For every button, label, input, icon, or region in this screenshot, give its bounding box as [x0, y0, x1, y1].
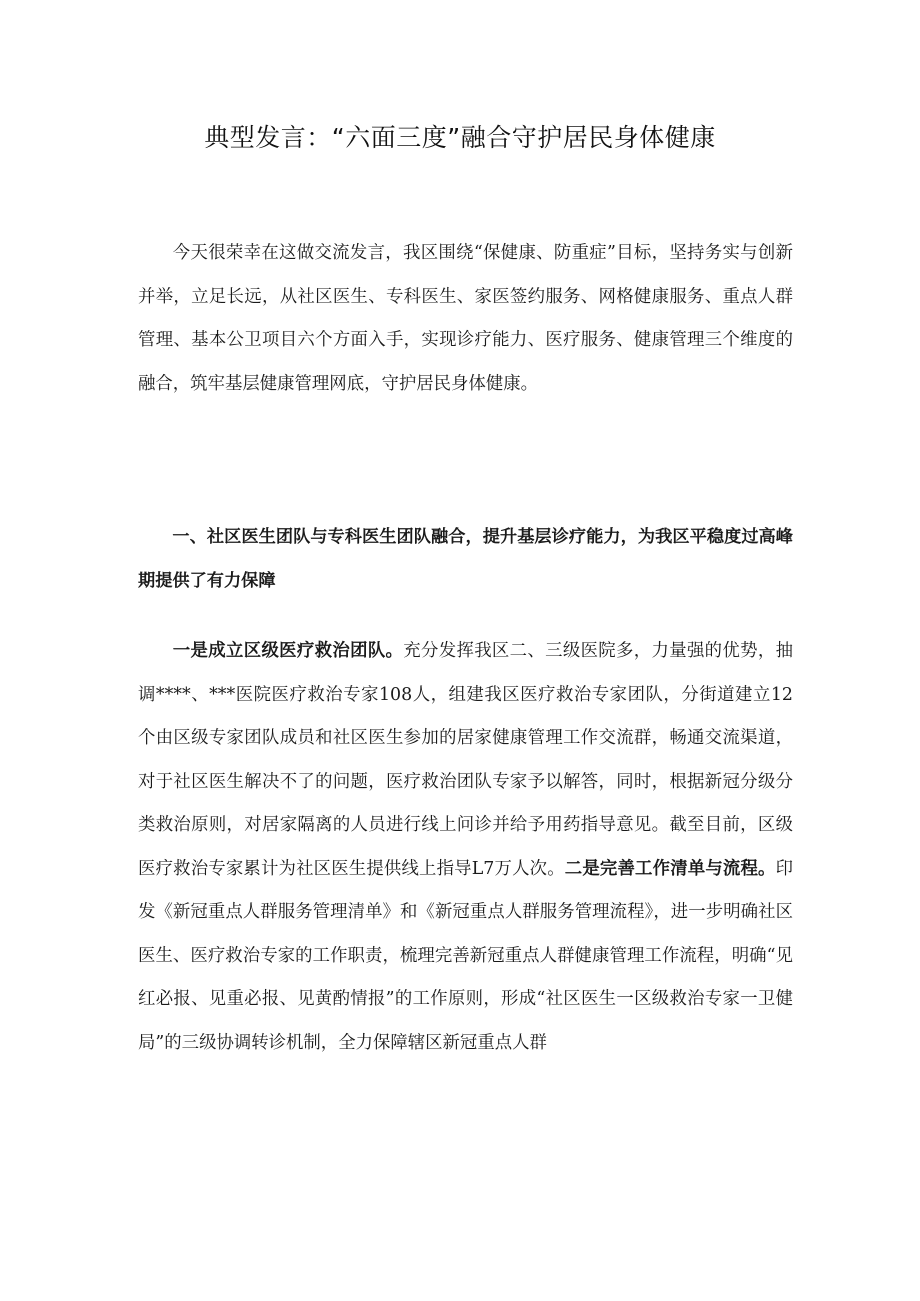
section-heading-1: 一、社区医生团队与专科医生团队融合，提升基层诊疗能力，为我区平稳度过高峰期提供了有力保障: [138, 527, 793, 591]
section-1-paragraph: [138, 630, 793, 1065]
intro-paragraph: 今天很荣幸在这做交流发言，我区围绕“保健康、防重症”目标，坚持务实与创新并举，立足长远，从社区医生、专科医生、家医签约服务、网格健康服务、重点人群管理、基本公卫项目六个方面入手，实现诊疗能力、医疗服务、健康管理三个维度的融合，筑牢基层健康管理网底，守护居民身体健康。: [138, 243, 793, 394]
point-1-lead: 一是成立区级医疗救治团队。: [172, 641, 404, 661]
point-1-text: 充分发挥我区二、三级医院多，力量强的优势，抽调****、***医院医疗救治专家108人，组建我区医疗救治专家团队，分街道建立12个由区级专家团队成员和社区医生参加的居家健康管理工作交流群，畅通交流渠道，对于社区医生解决不了的问题，医疗救治团队专家予以解答，同时，根据新冠分级分类救治原则，对居家隔离的人员进行线上问诊并给予用药指导意见。截至目前，区级医疗救治专家累计为社区医生提供线上指导L7万人次。: [138, 641, 793, 879]
point-2-lead: 二是完善工作清单与流程。: [564, 858, 776, 879]
document-title: 典型发言：“六面三度”融合守护居民身体健康: [204, 123, 716, 152]
point-2-text: 印发《新冠重点人群服务管理清单》和《新冠重点人群服务管理流程》，进一步明确社区医生、医疗救治专家的工作职责，梳理完善新冠重点人群健康管理工作流程，明确“见红必报、见重必报、见黄酌情报”的工作原则，形成“社区医生一区级救治专家一卫健局”的三级协调转诊机制，全力保障辖区新冠重点人群: [138, 858, 793, 1053]
